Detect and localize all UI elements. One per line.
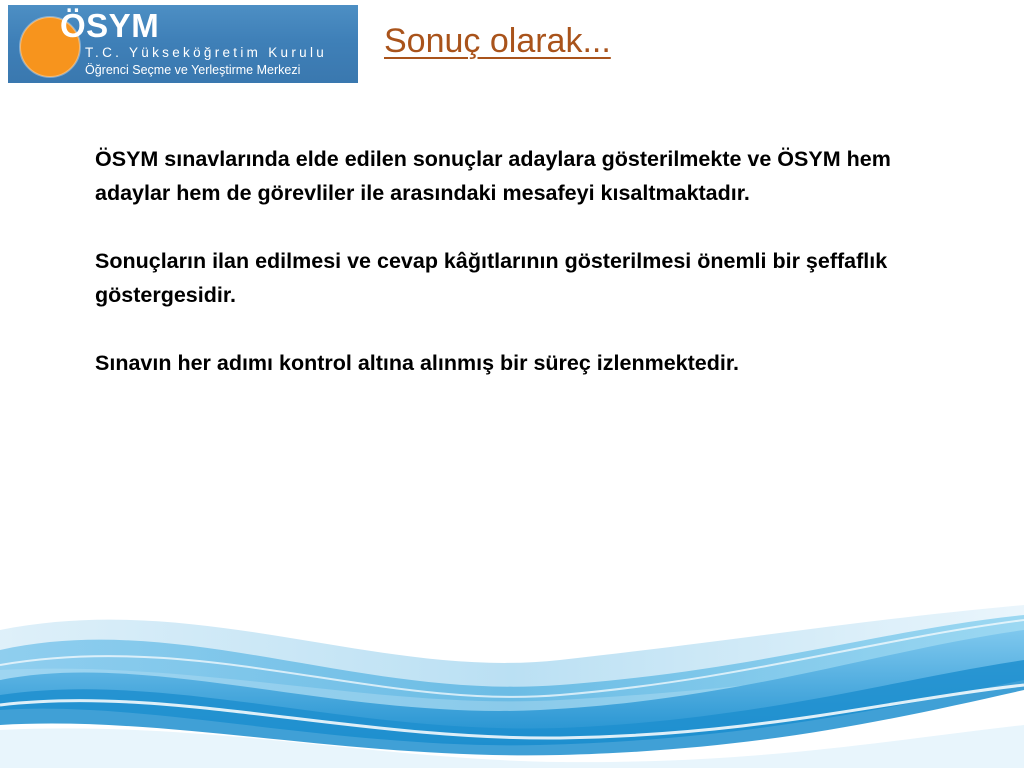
paragraph-results-shown: ÖSYM sınavlarında elde edilen sonuçlar adaylara gösterilmekte ve ÖSYM hem adaylar hem de görevliler ile arasındaki mesafeyi kısaltmaktadır.	[95, 147, 891, 205]
decorative-waves	[0, 590, 1024, 768]
logo-subtitle-line2: Öğrenci Seçme ve Yerleştirme Merkezi	[85, 63, 301, 77]
slide-title: Sonuç olarak...	[384, 22, 611, 60]
paragraph-transparency: Sonuçların ilan edilmesi ve cevap kâğıtlarının gösterilmesi önemli bir şeffaflık göstergesidir.	[95, 249, 888, 307]
logo-subtitle-line1: T.C. Yükseköğretim Kurulu	[85, 45, 328, 60]
paragraph-controlled-process: Sınavın her adımı kontrol altına alınmış bir süreç izlenmektedir.	[95, 351, 740, 375]
slide-body	[95, 142, 915, 414]
logo-name: ÖSYM	[60, 7, 160, 44]
osym-logo	[8, 5, 358, 83]
